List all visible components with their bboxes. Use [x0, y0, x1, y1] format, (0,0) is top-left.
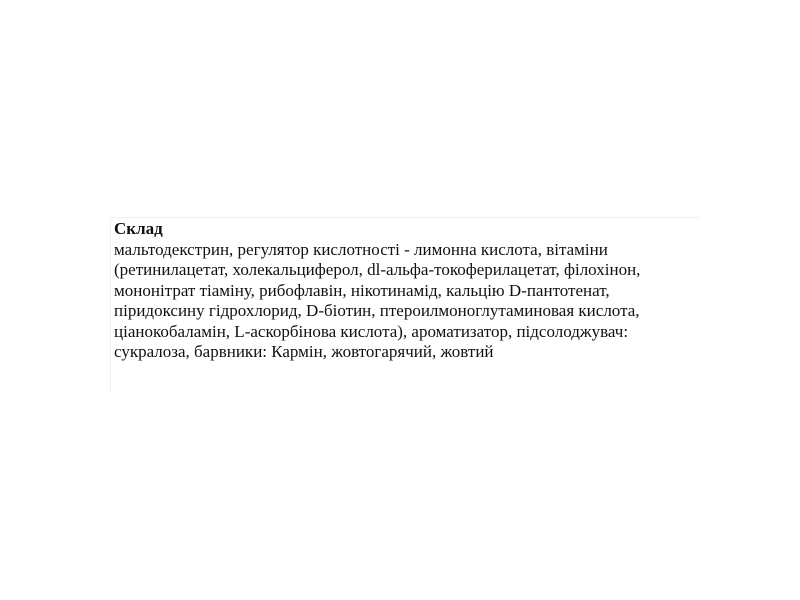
composition-text: [114, 219, 699, 363]
composition-title: Склад: [114, 219, 163, 238]
composition-line-5: ціанокобаламін, L-аскорбінова кислота), ароматизатор, підсолоджувач:: [114, 321, 629, 341]
composition-line-4: піридоксину гідрохлорид, D-біотин, птероилмоноглутаминовая кислота,: [114, 301, 640, 320]
composition-line-1: мальтодекстрин, регулятор кислотності - лимонна кислота, вітаміни: [114, 239, 608, 259]
composition-block: [110, 217, 700, 393]
composition-line-2: (ретинилацетат, холекальциферол, dl-альфа-токоферилацетат, філохінон,: [114, 260, 641, 279]
composition-line-6: сукралоза, барвники: Кармін, жовтогарячий, жовтий: [114, 342, 494, 361]
composition-line-3: мононітрат тіаміну, рибофлавін, нікотинамід, кальцію D-пантотенат,: [114, 280, 610, 300]
